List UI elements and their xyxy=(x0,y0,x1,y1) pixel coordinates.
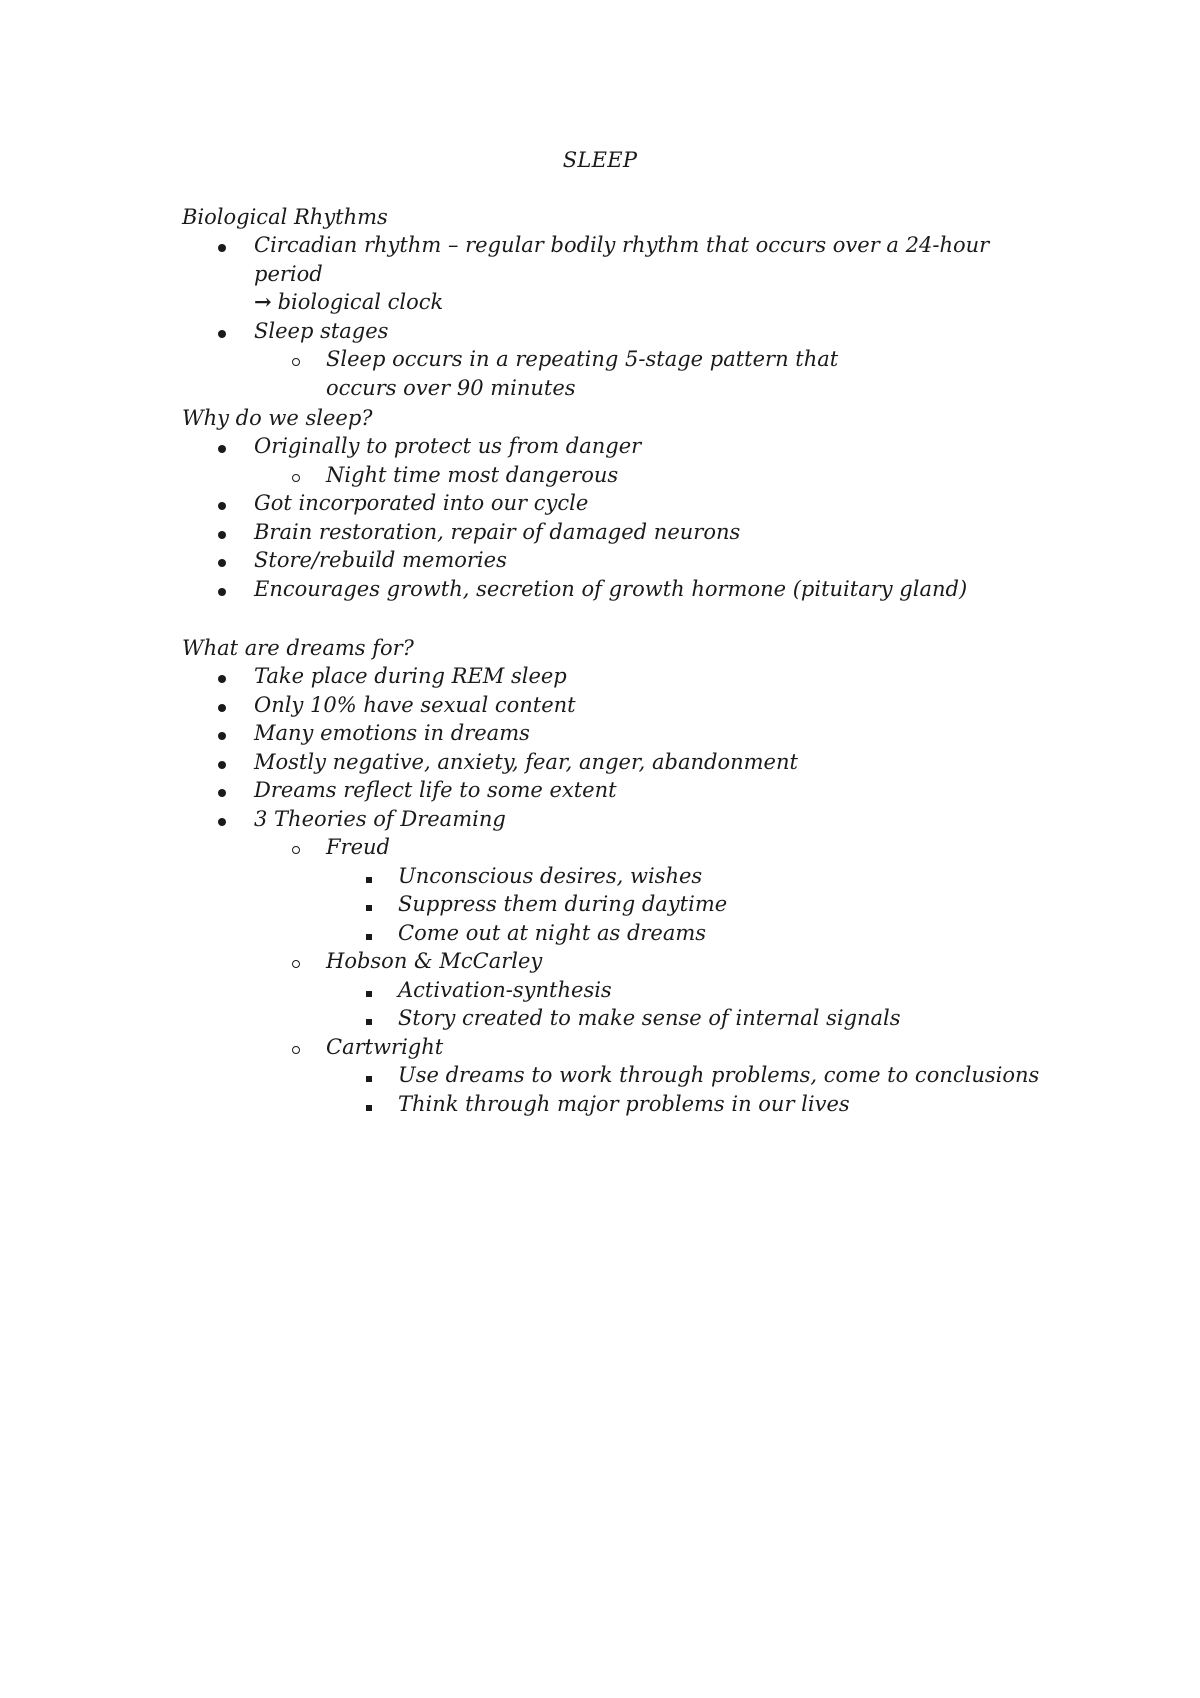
list-item-text: Many emotions in dreams xyxy=(254,721,530,745)
theory-label: Hobson & McCarley xyxy=(326,949,543,973)
list-item-text: Only 10% have sexual content xyxy=(254,692,576,717)
circle-bullet-icon xyxy=(292,833,300,862)
list-item-text: 3 Theories of Dreaming xyxy=(254,806,506,831)
bullet-icon xyxy=(218,432,226,461)
circle-bullet-icon xyxy=(292,345,300,374)
list-item-text: Sleep stages xyxy=(254,318,389,343)
arrow-right-icon: → xyxy=(254,289,272,314)
list-item-text: Got incorporated into our cycle xyxy=(254,491,589,515)
list-item-text: biological clock xyxy=(277,290,444,314)
list-item-text: Circadian rhythm – regular bodily rhythm that occurs over a 24-hour period xyxy=(254,233,990,286)
list-item xyxy=(182,1033,1062,1062)
square-bullet-icon xyxy=(366,1004,372,1033)
section-dreams xyxy=(182,634,1062,1118)
list-item-text: Story created to make sense of internal signals xyxy=(398,1006,901,1030)
square-bullet-icon xyxy=(366,862,372,891)
list-item xyxy=(182,461,1062,490)
bullet-icon xyxy=(218,748,226,777)
list-item xyxy=(182,947,1062,976)
list-item xyxy=(182,1061,1062,1090)
list-item xyxy=(182,345,1062,402)
list-item-text: Take place during REM sleep xyxy=(254,664,567,688)
list-item-text: Come out at night as dreams xyxy=(398,920,707,945)
bullet-icon xyxy=(218,776,226,805)
section-why-sleep xyxy=(182,404,1062,603)
list-item-text: Originally to protect us from danger xyxy=(254,434,642,458)
list-item xyxy=(182,489,1062,518)
bullet-icon xyxy=(218,575,226,604)
bullet-icon xyxy=(218,231,226,260)
list-item xyxy=(182,776,1062,805)
bullet-icon xyxy=(218,662,226,691)
bullet-icon xyxy=(218,489,226,518)
list-item-text: Dreams reflect life to some extent xyxy=(254,778,617,802)
square-bullet-icon xyxy=(366,890,372,919)
square-bullet-icon xyxy=(366,1090,372,1119)
bullet-list xyxy=(182,231,1062,402)
list-item xyxy=(182,317,1062,346)
list-item xyxy=(182,546,1062,575)
square-bullet-icon xyxy=(366,919,372,948)
section-biological-rhythms xyxy=(182,203,1062,402)
circle-bullet-icon xyxy=(292,1033,300,1062)
bullet-icon xyxy=(218,518,226,547)
list-item xyxy=(182,976,1062,1005)
list-item xyxy=(182,862,1062,891)
section-heading: What are dreams for? xyxy=(182,636,414,660)
list-item xyxy=(182,518,1062,547)
bullet-list xyxy=(182,432,1062,603)
circle-bullet-icon xyxy=(292,461,300,490)
document-title: SLEEP xyxy=(562,148,638,172)
list-item xyxy=(182,575,1062,604)
square-bullet-icon xyxy=(366,1061,372,1090)
list-item-text: Encourages growth, secretion of growth hormone (pituitary gland) xyxy=(254,576,968,601)
bullet-icon xyxy=(218,691,226,720)
section-heading: Why do we sleep? xyxy=(182,406,373,430)
theory-label: Freud xyxy=(326,835,391,859)
list-item xyxy=(182,1090,1062,1119)
list-item xyxy=(182,1004,1062,1033)
list-item xyxy=(182,919,1062,948)
list-item-text: Sleep occurs in a repeating 5-stage pattern that occurs over 90 minutes xyxy=(326,347,839,400)
list-item xyxy=(182,805,1062,834)
section-heading: Biological Rhythms xyxy=(182,205,388,229)
list-item-text: Use dreams to work through problems, come to conclusions xyxy=(398,1063,1040,1087)
list-item-text: Think through major problems in our lives xyxy=(398,1091,850,1116)
list-item xyxy=(182,890,1062,919)
list-item xyxy=(182,432,1062,461)
list-item-text: Store/rebuild memories xyxy=(254,548,507,572)
circle-bullet-icon xyxy=(292,947,300,976)
theory-label: Cartwright xyxy=(326,1034,444,1059)
list-item xyxy=(182,691,1062,720)
bullet-icon xyxy=(218,546,226,575)
list-item-text: Night time most dangerous xyxy=(326,462,619,487)
bullet-icon xyxy=(218,719,226,748)
list-item-text: Unconscious desires, wishes xyxy=(398,863,703,888)
list-item xyxy=(182,231,1062,317)
list-item xyxy=(182,833,1062,862)
list-item xyxy=(182,748,1062,777)
list-item-text: Mostly negative, anxiety, fear, anger, abandonment xyxy=(254,749,798,774)
list-item-text: Suppress them during daytime xyxy=(398,892,728,916)
bullet-icon xyxy=(218,317,226,346)
list-item-text: Brain restoration, repair of damaged neurons xyxy=(254,519,741,544)
bullet-icon xyxy=(218,805,226,834)
square-bullet-icon xyxy=(366,976,372,1005)
list-item-text: Activation-synthesis xyxy=(398,977,612,1002)
bullet-list xyxy=(182,662,1062,1118)
list-item xyxy=(182,719,1062,748)
list-item xyxy=(182,662,1062,691)
